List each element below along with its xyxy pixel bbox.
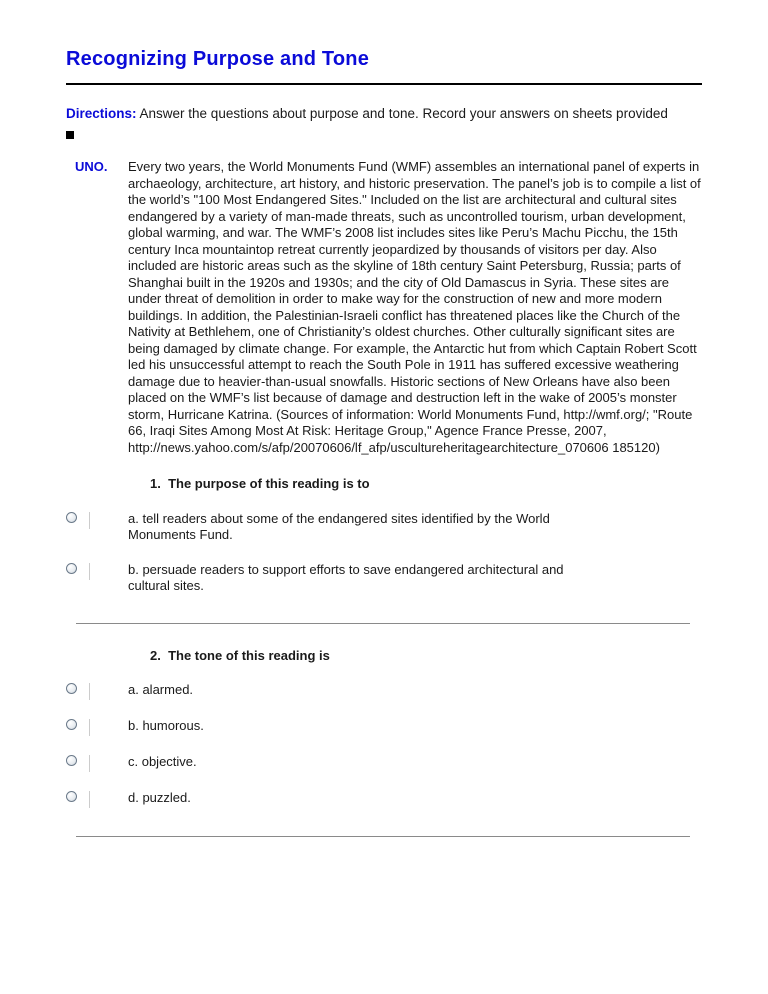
radio-button-icon[interactable] [66, 719, 77, 730]
radio-button-icon[interactable] [66, 791, 77, 802]
radio-cell [66, 718, 128, 736]
option-text: d. puzzled. [128, 790, 191, 806]
cell-divider [89, 683, 90, 700]
cell-divider [89, 563, 90, 580]
radio-cell [66, 562, 128, 580]
reading-passage [75, 159, 702, 456]
radio-button-icon[interactable] [66, 512, 77, 523]
radio-cell [66, 511, 128, 529]
question-2 [66, 648, 702, 809]
bullet-square-icon [66, 131, 74, 139]
radio-cell [66, 790, 128, 808]
option-text: b. persuade readers to support efforts to save endangered architectural and cultural sites. [128, 561, 564, 594]
question-2-option-a [66, 682, 702, 700]
cell-divider [89, 791, 90, 808]
passage-label: UNO. [75, 159, 108, 175]
question-1-option-a [66, 511, 702, 544]
question-2-option-c [66, 754, 702, 772]
cell-divider [89, 512, 90, 529]
page-title: Recognizing Purpose and Tone [66, 48, 370, 70]
question-2-heading: 2. The tone of this reading is [150, 647, 330, 663]
question-1-option-b [66, 562, 702, 595]
option-text: b. humorous. [128, 718, 204, 734]
directions [66, 105, 702, 123]
option-text: a. alarmed. [128, 682, 194, 698]
option-text: a. tell readers about some of the endangered sites identified by the World Monuments Fund. [128, 510, 550, 543]
title-rule [66, 83, 702, 85]
option-text: c. objective. [128, 754, 197, 770]
question-2-option-b [66, 718, 702, 736]
passage-text: Every two years, the World Monuments Fund (WMF) assembles an international panel of experts in archaeology, architecture, art history, and historic preservation. The panel’s job is to compile a list of the world’s "100 Most Endangered Sites." Included on the list are architectural and cultural sites endangered by a variety of man-made threats, such as uncontrolled tourism, urban development, global warming, and war. The WMF’s 2008 list includes sites like Peru’s Machu Picchu, the 15th century Inca mountaintop retreat currently jeopardized by thousands of visitors per day. Also included are historic areas such as the skyline of 18th century Saint Petersburg, Russia; parts of Shanghai built in the 1920s and 1930s; and the city of Old Damascus in Syria. These sites are under threat of demolition in order to make way for the construction of new and more modern buildings. In addition, the Palestinian-Israeli conflict has threatened places like the Church of the Nativity at Bethlehem, one of Christianity’s oldest churches. Other culturally significant sites are being damaged by climate change. For example, the Antarctic hut from which Captain Robert Scott led his unsuccessful attempt to reach the South Pole in 1911 has suffered excessive weathering damage due to heavier-than-usual snowfalls. Historic sections of New Orleans have also been placed on the WMF’s list because of damage and destruction left in the wake of 2005’s monster storm, Hurricane Katrina. (Sources of information: World Monuments Fund, http://wmf.org/; "Route 66, Iraqi Sites Among Most At Risk: Heritage Group," Agence France Presse, 2007, http://news.yahoo.com/s/afp/20070606/lf_afp/uscultureheritagearchitecture_070606 185120) [128, 159, 701, 455]
radio-cell [66, 754, 128, 772]
cell-divider [89, 719, 90, 736]
section-divider [76, 836, 690, 837]
question-1 [66, 476, 702, 595]
directions-label: Directions: [66, 106, 137, 121]
question-1-heading: 1. The purpose of this reading is to [150, 476, 370, 492]
cell-divider [89, 755, 90, 772]
radio-button-icon[interactable] [66, 683, 77, 694]
section-divider [76, 623, 690, 624]
radio-button-icon[interactable] [66, 755, 77, 766]
directions-text: Answer the questions about purpose and tone. Record your answers on sheets provided [136, 106, 668, 121]
question-2-option-d [66, 790, 702, 808]
radio-cell [66, 682, 128, 700]
radio-button-icon[interactable] [66, 563, 77, 574]
